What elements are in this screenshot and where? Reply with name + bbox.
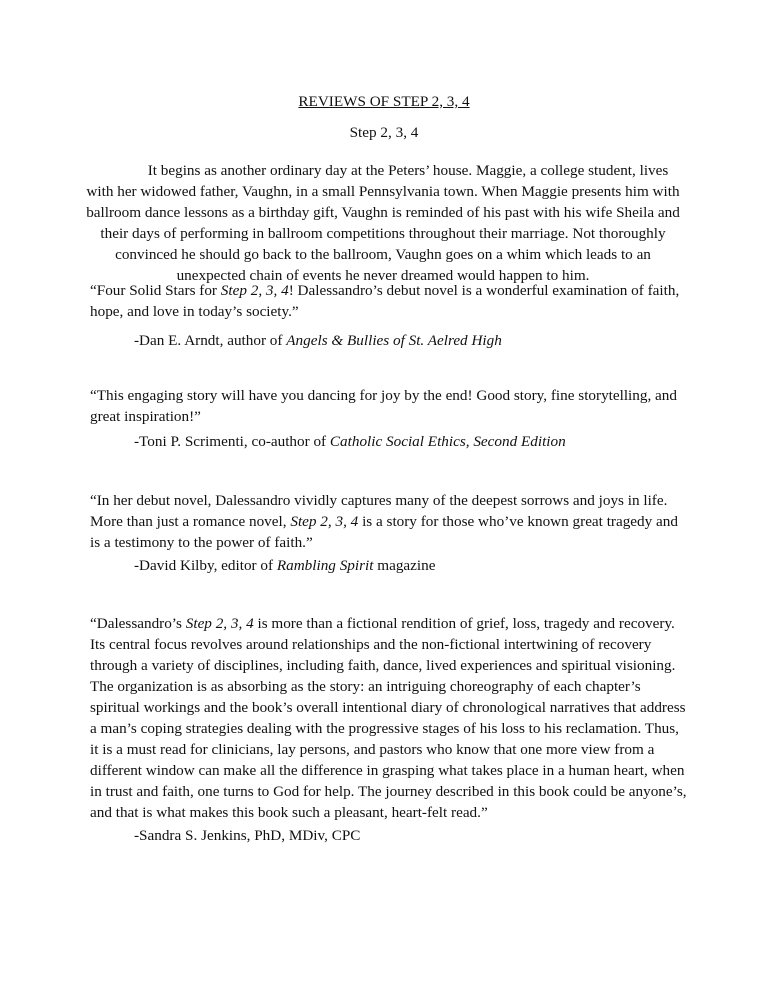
- attribution-work-title: Rambling Spirit: [276, 557, 374, 574]
- review-attribution: -Dan E. Arndt, author of Angels & Bullies of St. Aelred High: [134, 332, 502, 349]
- review-item: [90, 613, 690, 846]
- review-item: [90, 490, 690, 576]
- book-synopsis: [86, 160, 680, 286]
- book-title-italic: Step 2, 3, 4: [290, 513, 359, 530]
- page-title: REVIEWS OF STEP 2, 3, 4: [298, 93, 470, 110]
- review-attribution: -Sandra S. Jenkins, PhD, MDiv, CPC: [134, 827, 361, 844]
- attribution-work-title: Catholic Social Ethics, Second Edition: [329, 433, 566, 450]
- review-item: [90, 385, 690, 452]
- attribution-work-title: Angels & Bullies of St. Aelred High: [286, 332, 502, 349]
- book-title-italic: Step 2, 3, 4: [220, 282, 289, 299]
- review-quote: “Dalessandro’s Step 2, 3, 4 is more than a fictional rendition of grief, loss, tragedy and recovery. Its central focus revolves around relationships and the non-fictional intertwining of recovery through a variety of disciplines, including faith, dance, lived experiences and spiritual visioning. The organization is as absorbing as the story: an intriguing choreography of each chapter’s spiritual workings and the book’s overall intentional diary of chronological narratives that address a man’s coping strategies dealing with the progressive stages of his loss to his reclamation. Thus, it is a must read for clinicians, lay persons, and pastors who know that one more view from a different window can make all the difference in grasping what takes place in a human heart, when in trust and faith, one turns to God for help. The journey described in this book could be anyone’s, and that is what makes this book such a pleasant, heart-felt read.”: [90, 615, 687, 821]
- review-attribution: -Toni P. Scrimenti, co-author of Catholic Social Ethics, Second Edition: [134, 433, 566, 450]
- review-attribution: -David Kilby, editor of Rambling Spirit magazine: [134, 557, 436, 574]
- review-item: [90, 280, 690, 351]
- review-quote: “Four Solid Stars for Step 2, 3, 4! Dalessandro’s debut novel is a wonderful examination of faith, hope, and love in today’s society.”: [90, 282, 680, 320]
- synopsis-text: It begins as another ordinary day at the Peters’ house. Maggie, a college student, lives with her widowed father, Vaughn, in a small Pennsylvania town. When Maggie presents him with ballroom dance lessons as a birthday gift, Vaughn is reminded of his past with his wife Sheila and their days of performing in ballroom competitions throughout their marriage. Not thoroughly convinced he should go back to the ballroom, Vaughn goes on a whim which leads to an unexpected chain of events he never dreamed would happen to him.: [86, 162, 680, 284]
- review-quote: “In her debut novel, Dalessandro vividly captures many of the deepest sorrows and joys in life. More than just a romance novel, Step 2, 3, 4 is a story for those who’ve known great tragedy and is a testimony to the power of faith.”: [90, 492, 678, 551]
- book-title: Step 2, 3, 4: [349, 124, 419, 141]
- book-title-italic: Step 2, 3, 4: [185, 615, 254, 632]
- review-quote: “This engaging story will have you dancing for joy by the end! Good story, fine storytelling, and great inspiration!”: [90, 387, 677, 425]
